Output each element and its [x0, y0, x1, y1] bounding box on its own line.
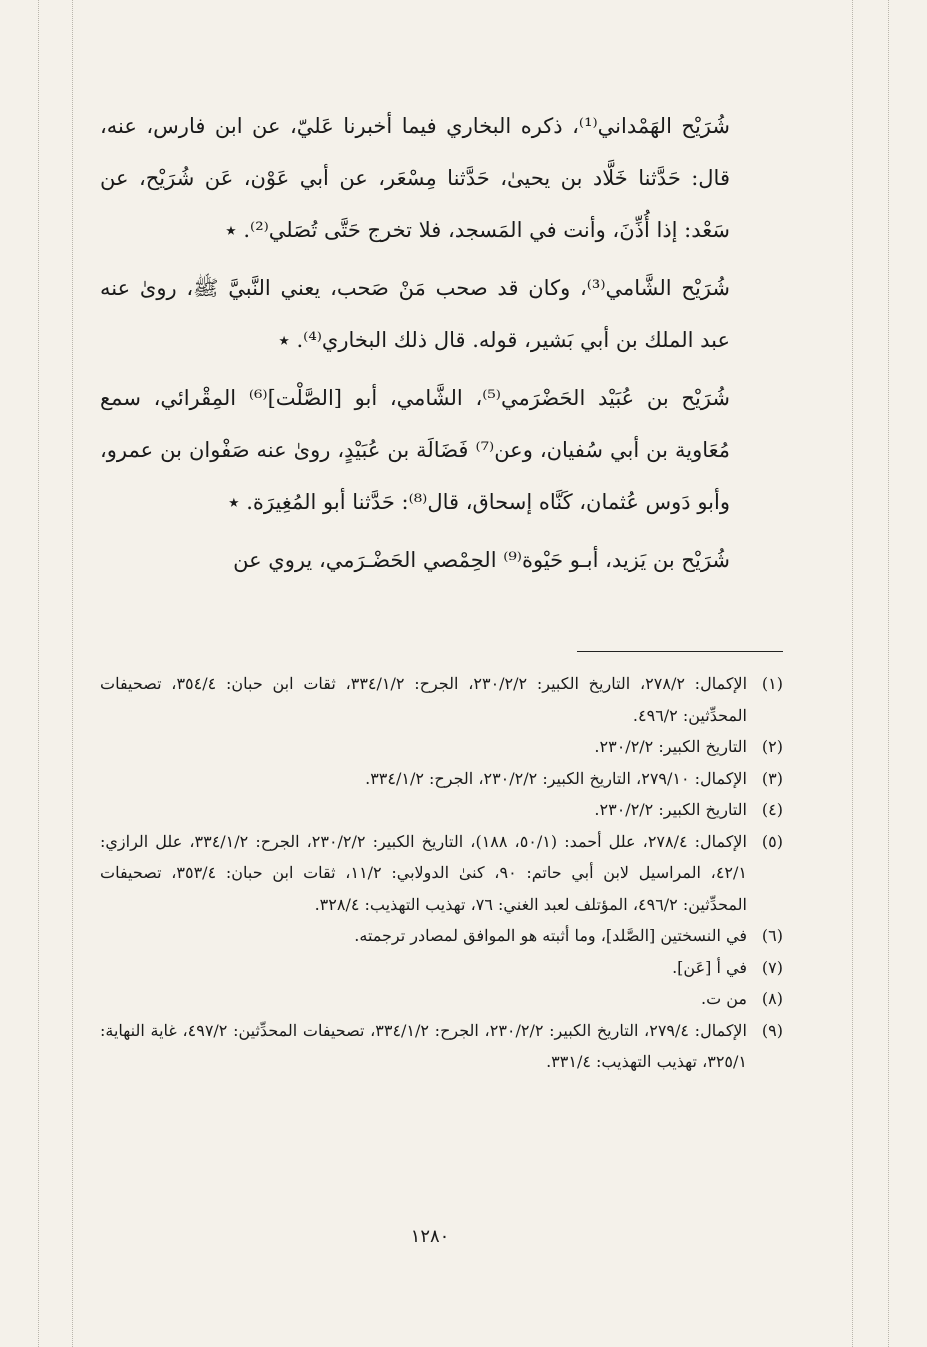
footnote-8 [100, 983, 783, 1015]
footnote-2 [100, 731, 783, 763]
footnote-text: الإكمال: ٢٧٩/٤، التاريخ الكبير: ٢٣٠/٢/٢، الجرح: ٣٣٤/١/٢، تصحيفات المحدِّثين: ٤٩٧/٢، غاية النهاية: ٣٢٥/١، تهذيب التهذيب: ٣٣١/٤. [100, 1020, 748, 1071]
main-text [100, 100, 730, 592]
footnote-text: في النسختين [الصَّلد]، وما أثبته هو الموافق لمصادر ترجمته. [354, 926, 747, 945]
scan-margin-line [38, 0, 39, 1347]
entry-shurayh-ibn-yazid: شُرَيْح بن يَزيد، أبـو حَيْوة⁽⁹⁾ الحِمْصي الحَضْـرَمي، يروي عن [233, 548, 730, 572]
footnote-text: التاريخ الكبير: ٢٣٠/٢/٢. [594, 800, 747, 819]
footnote-number: (٩) [761, 1020, 783, 1040]
footnote-5 [100, 826, 783, 921]
scan-margin-line [72, 0, 73, 1347]
footnote-7 [100, 952, 783, 984]
footnote-number: (٧) [761, 957, 783, 977]
footnote-number: (١) [761, 674, 783, 693]
footnote-9 [100, 1015, 783, 1078]
footnote-text: في أ [عَن]. [672, 957, 747, 977]
entry-shurayh-ibn-ubayd: شُرَيْح بن عُبَيْد الحَضْرَمي⁽⁵⁾، الشَّامي، أبو [الصَّلْت]⁽⁶⁾ المِقْرائي، سمع مُعَاوية بن أبي سُفيان، وعن⁽⁷⁾ فَضَالَة بن عُبَيْدٍ، روىٰ عنه صَفْوان بن عمرو، وأبو دَوس عُثمان، كَنَّاه إسحاق، قال⁽⁸⁾: حَدَّثنا أبو المُغِيرَة. ٭ [100, 386, 730, 514]
footnote-text: التاريخ الكبير: ٢٣٠/٢/٢. [594, 737, 747, 756]
footnotes [100, 668, 783, 1078]
footnote-divider [577, 651, 783, 652]
footnote-number: (٣) [761, 768, 783, 788]
footnote-text: الإكمال: ٢٧٨/٤، علل أحمد: (٥٠/١، ١٨٨)، التاريخ الكبير: ٢٣٠/٢/٢، الجرح: ٣٣٤/١/٢، علل الرازي: ٤٢/١، المراسيل لابن أبي حاتم: ٩٠، كنىٰ الدولابي: ١١/٢، ثقات ابن حبان: ٣٥٣/٤، تصحيفات المحدِّثين: ٤٩٦/٢، المؤتلف لعبد الغني: ٧٦، تهذيب التهذيب: ٣٢٨/٤. [100, 831, 747, 914]
footnote-number: (٦) [761, 926, 783, 945]
footnote-text: من ت. [701, 989, 747, 1008]
footnote-number: (٨) [761, 989, 783, 1008]
footnote-1 [100, 668, 783, 731]
footnote-number: (٤) [761, 800, 783, 819]
scan-margin-line [852, 0, 853, 1347]
scan-margin-line [888, 0, 889, 1347]
footnote-text: الإكمال: ٢٧٩/١٠، التاريخ الكبير: ٢٣٠/٢/٢، الجرح: ٣٣٤/١/٢. [365, 768, 747, 788]
entry-shurayh-al-hamdani: شُرَيْح الهَمْداني⁽¹⁾، ذكره البخاري فيما أخبرنا عَليّ، عن ابن فارس، عنه، قال: حَدَّثنا خَلَّاد بن يحيىٰ، حَدَّثنا مِسْعَر، عن أبي عَوْن، عَن شُرَيْح، عن سَعْد: إذا أُذِّنَ، وأنت في المَسجد، فلا تخرج حَتَّى تُصَلي⁽²⁾. ٭ [100, 114, 730, 242]
footnote-4 [100, 794, 783, 826]
footnote-3 [100, 763, 783, 795]
page-number: ١٢٨٠ [410, 1226, 450, 1247]
footnote-6 [100, 920, 783, 952]
entry-shurayh-al-shami: شُرَيْح الشَّامي⁽³⁾، وكان قد صحب مَنْ صَحب، يعني النَّبيَّ ﷺ، رویٰ عنه عبد الملك بن أبي بَشير، قوله. قال ذلك البخاري⁽⁴⁾. ٭ [100, 276, 730, 352]
footnote-number: (٥) [761, 831, 783, 851]
footnote-text: الإكمال: ٢٧٨/٢، التاريخ الكبير: ٢٣٠/٢/٢، الجرح: ٣٣٤/١/٢، ثقات ابن حبان: ٣٥٤/٤، تصحيفات المحدِّثين: ٤٩٦/٢. [100, 674, 748, 725]
footnote-number: (٢) [761, 737, 783, 756]
